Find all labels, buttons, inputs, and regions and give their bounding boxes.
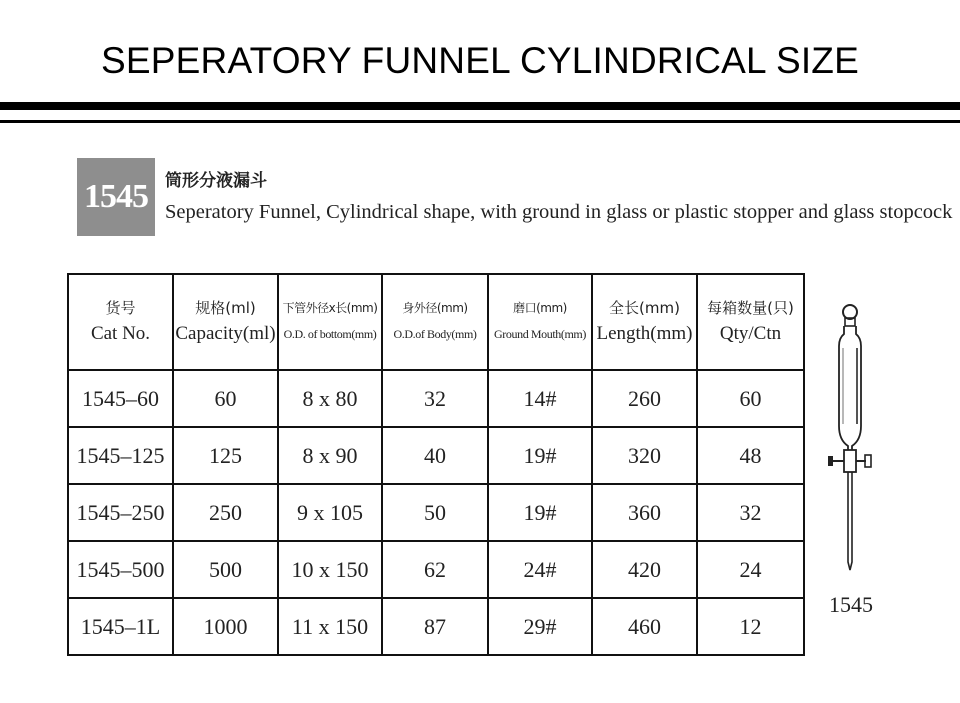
cell-qty-ctn: 60 [697, 370, 804, 427]
cell-qty-ctn: 48 [697, 427, 804, 484]
header-zh: 每箱数量(只) [707, 299, 794, 317]
product-title-chinese: 筒形分液漏斗 [165, 171, 267, 191]
table-row [68, 370, 804, 427]
title-divider-thick [0, 102, 960, 110]
cell-capacity: 250 [173, 484, 278, 541]
header-en: Qty/Ctn [719, 323, 782, 344]
cell-length: 460 [592, 598, 697, 655]
cell-od-bottom: 9 x 105 [278, 484, 382, 541]
cell-qty-ctn: 32 [697, 484, 804, 541]
cell-ground-mouth: 19# [488, 484, 592, 541]
header-zh: 货号 [105, 299, 136, 317]
cell-capacity: 500 [173, 541, 278, 598]
cell-capacity: 125 [173, 427, 278, 484]
header-capacity [173, 274, 278, 370]
header-en: Cat No. [90, 323, 151, 344]
header-ground-mouth [488, 274, 592, 370]
cell-ground-mouth: 29# [488, 598, 592, 655]
cell-od-bottom: 8 x 90 [278, 427, 382, 484]
product-description: Seperatory Funnel, Cylindrical shape, with ground in glass or plastic stopper and glass stopcock [165, 201, 953, 223]
separatory-funnel-icon [822, 300, 882, 580]
cell-qty-ctn: 24 [697, 541, 804, 598]
header-en: O.D. of bottom(mm) [283, 327, 377, 341]
cell-length: 420 [592, 541, 697, 598]
cell-od-body: 50 [382, 484, 488, 541]
cell-od-body: 62 [382, 541, 488, 598]
table-header-row [68, 274, 804, 370]
cell-length: 260 [592, 370, 697, 427]
table-row [68, 541, 804, 598]
cell-od-body: 32 [382, 370, 488, 427]
cell-ground-mouth: 19# [488, 427, 592, 484]
cell-od-bottom: 8 x 80 [278, 370, 382, 427]
title-divider-thin [0, 120, 960, 123]
cell-ground-mouth: 14# [488, 370, 592, 427]
figure-label: 1545 [829, 592, 873, 617]
table-row [68, 598, 804, 655]
header-qty-ctn [697, 274, 804, 370]
header-od-bottom [278, 274, 382, 370]
header-cat-no [68, 274, 173, 370]
cell-od-body: 87 [382, 598, 488, 655]
cell-length: 360 [592, 484, 697, 541]
cell-od-body: 40 [382, 427, 488, 484]
header-length [592, 274, 697, 370]
header-en: Length(mm) [596, 323, 693, 344]
header-zh: 身外径(mm) [402, 301, 468, 315]
header-od-body [382, 274, 488, 370]
cell-cat-no: 1545–250 [68, 484, 173, 541]
specification-table [67, 273, 805, 656]
cell-capacity: 1000 [173, 598, 278, 655]
page-title: SEPERATORY FUNNEL CYLINDRICAL SIZE [101, 40, 859, 81]
header-zh: 下管外径x长(mm) [282, 301, 378, 315]
cell-ground-mouth: 24# [488, 541, 592, 598]
cell-cat-no: 1545–500 [68, 541, 173, 598]
header-zh: 规格(ml) [195, 299, 256, 317]
cell-cat-no: 1545–1L [68, 598, 173, 655]
cell-od-bottom: 11 x 150 [278, 598, 382, 655]
header-zh: 磨口(mm) [513, 301, 567, 315]
table-row [68, 484, 804, 541]
header-en: Capacity(ml) [175, 323, 276, 344]
catalog-number-badge: 1545 [77, 158, 155, 236]
cell-length: 320 [592, 427, 697, 484]
header-en: O.D.of Body(mm) [393, 327, 477, 341]
header-zh: 全长(mm) [609, 299, 680, 317]
table-row [68, 427, 804, 484]
cell-cat-no: 1545–60 [68, 370, 173, 427]
cell-od-bottom: 10 x 150 [278, 541, 382, 598]
cell-qty-ctn: 12 [697, 598, 804, 655]
cell-capacity: 60 [173, 370, 278, 427]
header-en: Ground Mouth(mm) [494, 327, 586, 341]
cell-cat-no: 1545–125 [68, 427, 173, 484]
